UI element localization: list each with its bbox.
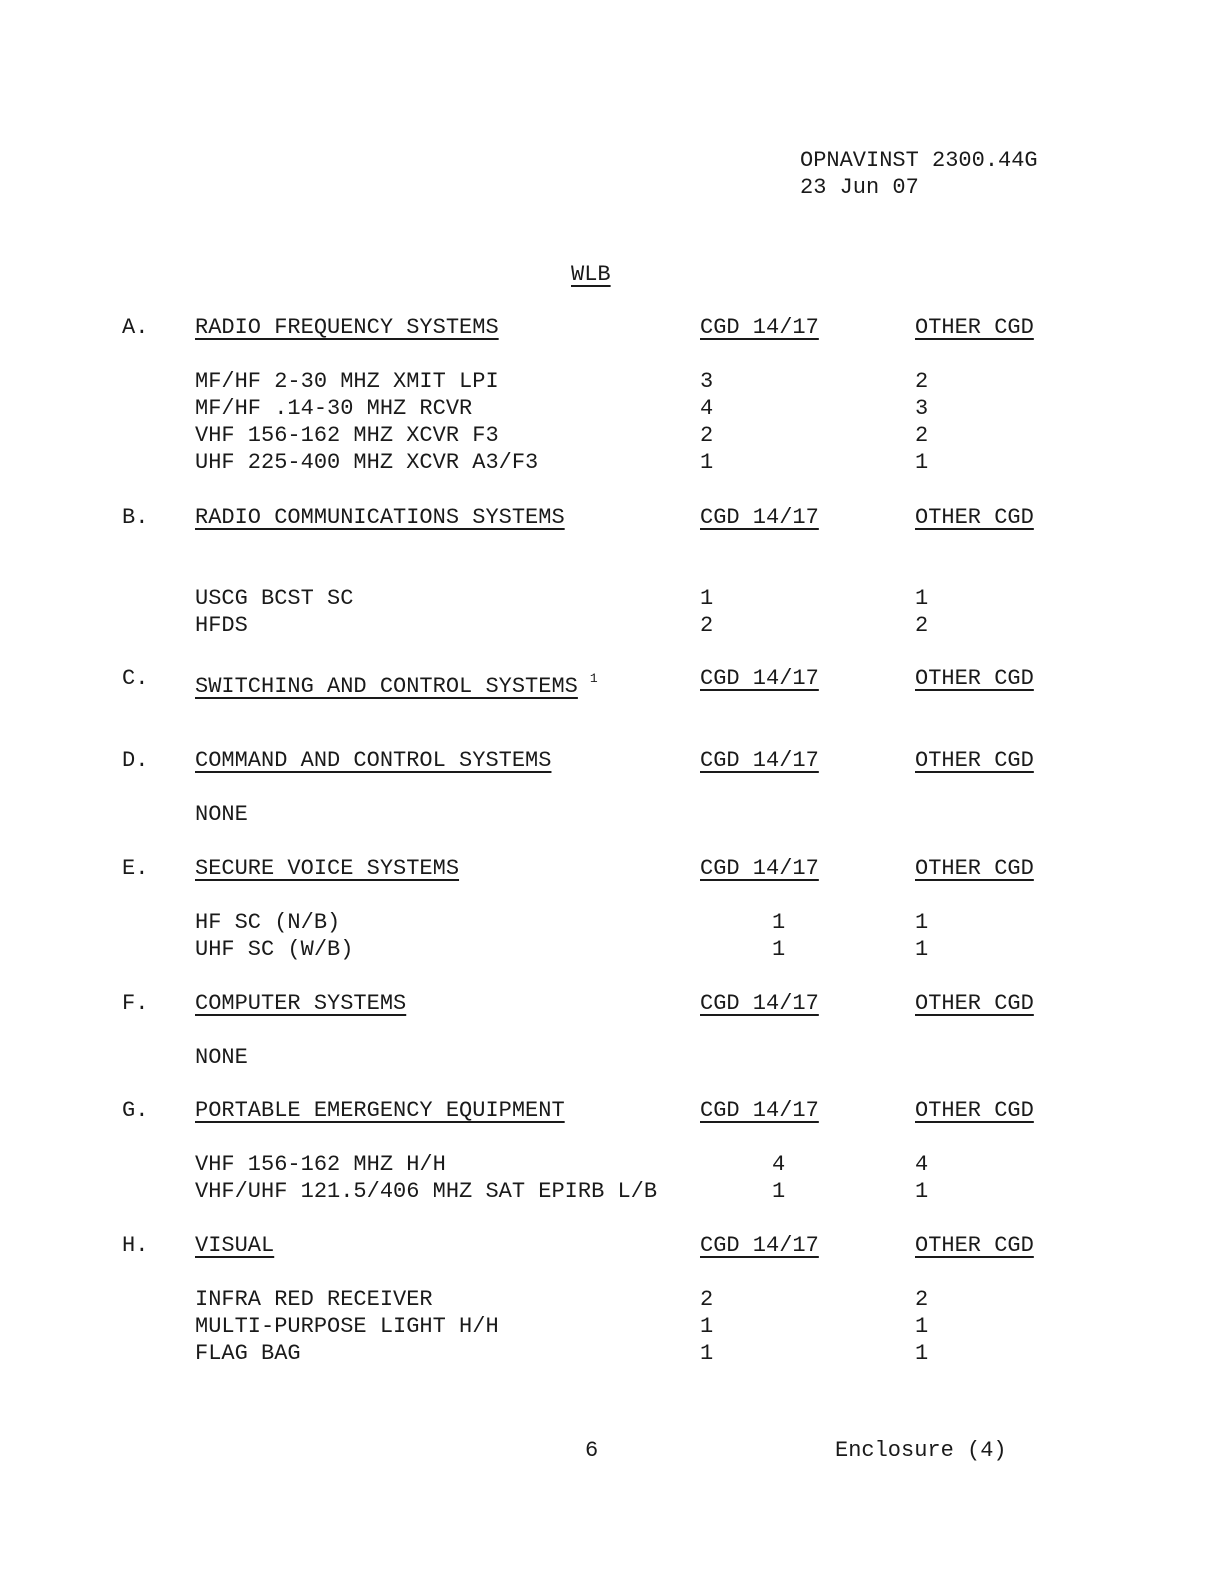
item-cgd: 2 [700, 613, 714, 638]
item-name: MF/HF .14-30 MHZ RCVR [195, 396, 473, 421]
section-a-letter: A. [122, 315, 149, 340]
footnote-marker: 1 [589, 671, 598, 686]
item-name: UHF 225-400 MHZ XCVR A3/F3 [195, 450, 539, 475]
section-f-heading: COMPUTER SYSTEMS [195, 991, 407, 1016]
item-cgd: 1 [772, 910, 786, 935]
section-d-note: NONE [195, 802, 248, 827]
item-cgd: 2 [700, 423, 714, 448]
page-number: 6 [585, 1438, 599, 1463]
section-a-col1-header: CGD 14/17 [700, 315, 819, 340]
item-name: INFRA RED RECEIVER [195, 1287, 433, 1312]
section-c-heading-wrap [195, 665, 598, 700]
item-cgd: 1 [772, 1179, 786, 1204]
section-g-letter: G. [122, 1098, 149, 1123]
section-f-note: NONE [195, 1045, 248, 1070]
section-e-col1-header: CGD 14/17 [700, 856, 819, 881]
item-name: VHF 156-162 MHZ H/H [195, 1152, 446, 1177]
item-other: 1 [915, 937, 929, 962]
item-name: VHF/UHF 121.5/406 MHZ SAT EPIRB L/B [195, 1179, 658, 1204]
item-cgd: 1 [700, 450, 714, 475]
item-name: FLAG BAG [195, 1341, 301, 1366]
section-c-col2-header: OTHER CGD [915, 666, 1034, 691]
section-f-col1-header: CGD 14/17 [700, 991, 819, 1016]
item-other: 2 [915, 1287, 929, 1312]
item-other: 3 [915, 396, 929, 421]
item-name: VHF 156-162 MHZ XCVR F3 [195, 423, 499, 448]
item-name: MULTI-PURPOSE LIGHT H/H [195, 1314, 499, 1339]
section-d-heading: COMMAND AND CONTROL SYSTEMS [195, 748, 552, 773]
section-e-letter: E. [122, 856, 149, 881]
section-g-col1-header: CGD 14/17 [700, 1098, 819, 1123]
section-d-letter: D. [122, 748, 149, 773]
section-e-heading: SECURE VOICE SYSTEMS [195, 856, 460, 881]
section-b-heading: RADIO COMMUNICATIONS SYSTEMS [195, 505, 565, 530]
section-f-letter: F. [122, 991, 149, 1016]
section-b-col2-header: OTHER CGD [915, 505, 1034, 530]
section-d-col1-header: CGD 14/17 [700, 748, 819, 773]
item-other: 1 [915, 450, 929, 475]
enclosure-label: Enclosure (4) [835, 1438, 1007, 1463]
item-cgd: 4 [700, 396, 714, 421]
section-h-col1-header: CGD 14/17 [700, 1233, 819, 1258]
instruction-date: 23 Jun 07 [800, 175, 919, 200]
item-cgd: 1 [700, 586, 714, 611]
section-b-col1-header: CGD 14/17 [700, 505, 819, 530]
item-other: 1 [915, 910, 929, 935]
section-b-letter: B. [122, 505, 149, 530]
section-h-letter: H. [122, 1233, 149, 1258]
section-e-col2-header: OTHER CGD [915, 856, 1034, 881]
section-g-heading: PORTABLE EMERGENCY EQUIPMENT [195, 1098, 565, 1123]
section-h-col2-header: OTHER CGD [915, 1233, 1034, 1258]
section-h-heading: VISUAL [195, 1233, 275, 1258]
page-title: WLB [571, 262, 611, 287]
item-other: 2 [915, 369, 929, 394]
section-c-heading: SWITCHING AND CONTROL SYSTEMS [195, 674, 578, 699]
item-name: HF SC (N/B) [195, 910, 341, 935]
item-cgd: 3 [700, 369, 714, 394]
item-name: HFDS [195, 613, 248, 638]
item-name: UHF SC (W/B) [195, 937, 354, 962]
item-other: 2 [915, 423, 929, 448]
item-other: 1 [915, 1341, 929, 1366]
section-a-col2-header: OTHER CGD [915, 315, 1034, 340]
item-other: 1 [915, 1314, 929, 1339]
item-cgd: 1 [772, 937, 786, 962]
item-other: 2 [915, 613, 929, 638]
item-other: 1 [915, 586, 929, 611]
section-c-col1-header: CGD 14/17 [700, 666, 819, 691]
item-name: USCG BCST SC [195, 586, 354, 611]
instruction-number: OPNAVINST 2300.44G [800, 148, 1038, 173]
item-cgd: 1 [700, 1314, 714, 1339]
section-f-col2-header: OTHER CGD [915, 991, 1034, 1016]
item-cgd: 4 [772, 1152, 786, 1177]
item-name: MF/HF 2-30 MHZ XMIT LPI [195, 369, 499, 394]
section-c-letter: C. [122, 666, 149, 691]
item-other: 1 [915, 1179, 929, 1204]
item-other: 4 [915, 1152, 929, 1177]
section-a-heading: RADIO FREQUENCY SYSTEMS [195, 315, 499, 340]
item-cgd: 1 [700, 1341, 714, 1366]
item-cgd: 2 [700, 1287, 714, 1312]
section-d-col2-header: OTHER CGD [915, 748, 1034, 773]
section-g-col2-header: OTHER CGD [915, 1098, 1034, 1123]
